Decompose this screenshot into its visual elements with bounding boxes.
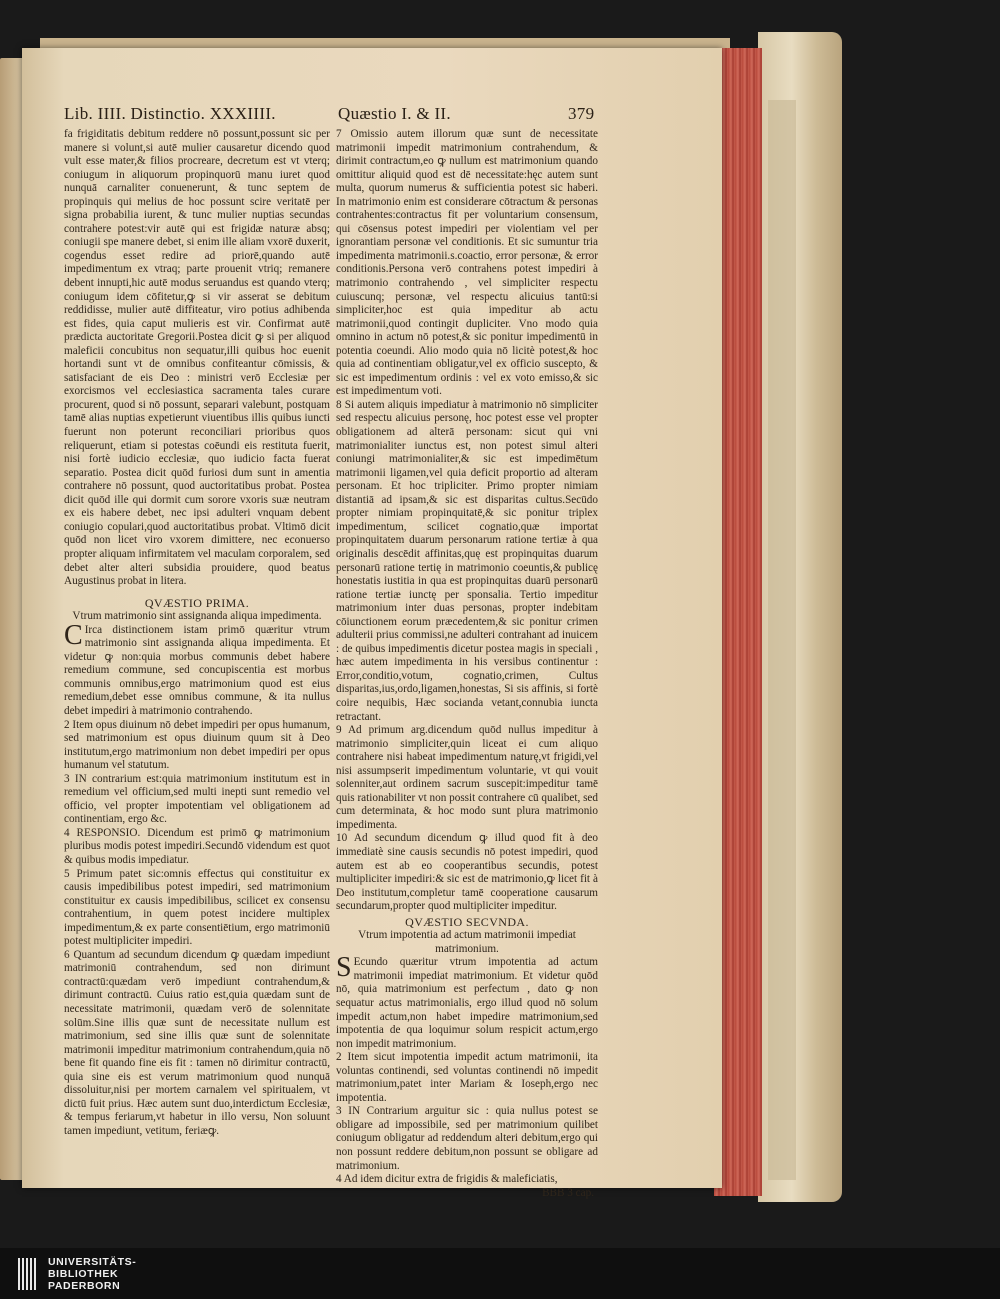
question-heading: QVÆSTIO PRIMA.: [144, 595, 250, 610]
paragraph: SEcundo quæritur vtrum impotentia ad actum matrimonii impediat matrimonium. Et videtur quōd nō, quia matrimonium est perfectum , dato ꝙ non sequatur actus matrimonialis, ergo illud quod nō solum impedit actum,non habet impedire matrimonium,sed impotentia de qua loquimur solum respicit actum,ergo non impedit matrimonium.: [336, 952, 598, 1050]
paragraph: 9 Ad primum arg.dicendum quōd nullus impeditur à matrimonio simpliciter,quin liceat ei cum aliquo contrahere nisi habeat impedimentum naturę,vt frigidi,vel nisi assumpserit impedimentum voluntarie, vt qui vouit solenniter,aut ordinem sacrum suscepit:impeditur tamē quis rationabiliter vt non possit contrahere cū qualibet, sed cum determinata, & hoc modo sunt plura matrimonio impedimenta.: [336, 724, 598, 831]
paragraph: fa frigiditatis debitum reddere nō possunt,possunt sic per manere si volunt,si autē mulier causaretur dicendo quod vult esse mater,& filios procreare, decretum est vt vterq; coniugum in aliquorum propinquorū manu iuret quod nunquā carnaliter conuenerunt, & tunc septem de propinquis qui melius de hoc possunt scire veritatē per signa probabilia iurent, & tunc mulier nuptias secundas contrahere potest:vir autē qui est frigidæ naturæ absq; coniugii spe manere debet, si enim ille aliam vxorē duxerit, cogendus esset redire ad priorē,quando autē impedimentum ex vtraq; parte prouenit vtriq; remanere debent innupti,hic autē modus seruandus est quando vterq; coniugum idem cōfitetur,ꝙ si vir asserat se debitum reddidisse, mulier autē diffiteatur, viro potius adhibenda est fides, quia caput mulieris est vir. Confirmat autē prædicta auctoritate Gregorii.Postea dicit ꝙ si per aliquod maleficii concubitus non sequatur,illi quibus hoc euenit hortandi sunt vt de omnibus confiteantur cōmissis, & satisfaciant de eis Deo : ministri verō Ecclesiæ per exorcismos vel ecclesiastica sacramenta tales curare procurent, quod si nō possunt, separari valebunt, postquam tamē alias nuptias expetierunt viuentibus illis quibus iuncti fuerunt non poterunt reconciliari prioribus quos reliquerunt, etiam si potestas coēundi eis restituta fuerit, nisi fortè iudicio ecclesiæ, quo iudicio facta fuerat separatio. Postea dicit quōd furiosi dum sunt in amentia contrahere nō possunt, quod auctoritatibus probat. Postea dicit quōd ille qui dormit cum sorore vxoris suæ neutram ex eis habere debet, nec ipsi adulteri vnquam debent coniugio copulari,quod auctoritatibus probat. Vltimō dicit quōd non licet viro vxorem dimittere, nec econuerso propter aliquam infirmitatem vel maculam corporalem, sed debet alter alteri subsidia prouidere, quod beatus Augustinus probat in litera.: [64, 128, 330, 588]
question-heading: QVÆSTIO SECVNDA.: [405, 914, 529, 929]
paragraph: 6 Quantum ad secundum dicendum ꝙ quædam impediunt matrimoniū contrahendum, sed non dirimunt contractū:quædam verō impediunt contrahendum,& dirimunt contractū. Cuius ratio est,quia quædam sunt de necessitate matrimonii, quædam verō de solennitate solūm.Sine illis quæ sunt de necessitate nullum est matrimonium, sed sine illis quæ sunt de solennitate matrimonii impeditur matrimonium contrahendum,quia nō bene fit quando fine eis fit : tamen nō dirimitur contractū, quia sine eis est verum matrimonium quod nunquā dissoluitur,nisi per mortem carnalem vel spiritualem, vt dictū fuit prius. Hæc autem sunt duo,interdictum Ecclesiæ, & tempus feriarum,vt habetur in illo versu, Non soluunt tamen impediunt, vetitum, feriæꝙ.: [64, 948, 330, 1137]
paragraph: 4 Ad idem dicitur extra de frigidis & maleficiatis,: [336, 1173, 558, 1186]
library-logo-text: [48, 1256, 136, 1292]
library-logo-icon: [18, 1258, 40, 1290]
logo-line: PADERBORN: [48, 1280, 121, 1292]
paragraph: 10 Ad secundum dicendum ꝙ illud quod fit à deo immediatè sine causis secundis nō potest impediri, quod autem est ab eo cooperantibus secundis, potest multipliciter impediri:& sic est de matrimonio,ꝙ licet fit à Deo institutum,completur tamē cooperatione causarum secundarum,propter quod multipliciter impeditur.: [336, 832, 598, 913]
logo-line: UNIVERSITÄTS-: [48, 1256, 137, 1268]
paragraph: 3 IN contrarium est:quia matrimonium institutum est in remedium vel officium,sed multi inepti sunt remedio vel officio, vel propter impotentiam vel obligationem ad continentiam, ergo &c.: [64, 772, 330, 826]
paragraph: 5 Primum patet sic:omnis effectus qui constituitur ex causis impedibilibus potest impediri, sed matrimonium constituitur ex causis impedibilibus, scilicet ex consensu contrahentium, in quem potest incidere multiplex impedimentum,& ex parte consentiētium, ergo matrimoniū potest multipliciter impediri.: [64, 867, 330, 948]
left-text-column: [64, 128, 330, 1138]
logo-line: BIBLIOTHEK: [48, 1268, 119, 1280]
vellum-fold: [768, 100, 796, 1180]
paragraph: CIrca distinctionem istam primō quæritur vtrum matrimonio sint assignanda aliqua impedimenta. Et videtur ꝙ non:quia morbus communis debet habere remedium commune, sed concupiscentia est morbus communis omnibus,ergo matrimonium quod est eius remedium,debet esse omnibus commune, & ita nullus debet impediri à matrimonio contrahendo.: [64, 619, 330, 717]
left-page-edge: [0, 58, 24, 1180]
signature-mark: BBB 3 cap.: [542, 1186, 594, 1199]
right-text-column: [336, 128, 598, 1200]
paragraph: 3 IN Contrarium arguitur sic : quia nullus potest se obligare ad impossibile, sed per matrimonium quilibet coniugum obligatur ad reddendum alteri debitum,ergo qui non possunt reddere debitum,non possunt se obligare ad matrimonium.: [336, 1105, 598, 1172]
page-number: 379: [568, 104, 595, 123]
paragraph: 7 Omissio autem illorum quæ sunt de necessitate matrimonii impedit matrimonium contrahendum, & dirimit contractum,eo ꝙ nullum est matrimonium quando omittitur aliquid quod est dē necessitate:hęc autem sunt multa, quorum numerus & sufficientia potest sic haberi. In matrimonio enim est considerare cōtractum & personas contrahentes:contractus fit per voluntarium consensum, qui cōsensus potest impediri per violentiam vel per ignorantiam personæ vel conditionis. Et sic sumuntur tria impedimenta matrimonii.s.coactio, error personæ, & error conditionis.Persona verō contrahens potest impediri à matrimonio contrahendo , vel simpliciter respectu cuiuscunq; personæ, vel respectu alicuius tantū:si simpliciter,hoc est quia impeditur ab actu matrimonii,quod contingit dupliciter. Vno modo quia omnino in actum nō potest,& sic ponitur impedimentū in potentia coeundi. Alio modo quia nō licitè potest,& hoc quia ad continentiam obligatur,vel ex officio suscepto, & sic est impedimentum ordinis : vel ex voto emisso,& sic est impedimentum voti.: [336, 128, 598, 398]
paragraph: 8 Si autem aliquis impediatur à matrimonio nō simpliciter sed respectu alicuius personę, hoc potest esse vel propter obligationem ad alterā personam: sicut qui vni matrimonialiter iunctus est, non potest simul alteri coniungi matrimonialiter,& sic est impedimētum matrimonii ligamen,vel quia deficit proportio ad alteram personam. Et hoc tripliciter. Primo propter nimiam distantiā ad ipsam,& sic est disparitas cultus.Secūdo propter nimiam propinquitatē,& sic ponitur triplex impedimentum, scilicet cognatio,quæ importat propinquitatem duarum personarum ratione tertiæ à qua originalis descēdit affinitas,quę est propinquitas duarum personarū ratione tertię in matrimonio coeuntis,& publicę honestatis iustitia in qua est propinquitas duarū personarū ratione tertiæ iunctę per sponsalia. Tertio impeditur matrimonium inter duas personas, propter indebitam cōiunctionem eorum præcedentem,& sic ponitur crimen adulterii prius commissi,ne adulteri contrahant ad inuicem : de quibus impedimentis dicetur postea magis in speciali , hæc autem impedimenta in his versibus continentur : Error,conditio,votum, cognatio,crimen, Cultus disparitas,ius,ordo,ligamen,honestas, Si sis affinis, si fortè coire nequibis, Hæc socianda vetant,connubia iuncta retractant.: [336, 398, 598, 723]
question-subtitle: Vtrum matrimonio sint assignanda aliqua impedimenta.: [72, 610, 322, 623]
running-head-right: Quæstio I. & II.: [338, 104, 451, 123]
library-logo-bar: [0, 1248, 1000, 1299]
paragraph: 2 Item opus diuinum nō debet impediri per opus humanum, sed matrimonium est opus diuinum quum sit à Deo institutum,ergo matrimonium non debet impediri per opus humanum vel statutum.: [64, 718, 330, 772]
paragraph: 4 RESPONSIO. Dicendum est primō ꝙ matrimonium pluribus modis potest impediri.Secundō videndum est quot & quibus modis impediatur.: [64, 826, 330, 866]
question-subtitle: Vtrum impotentia ad actum matrimonii impediat matrimonium.: [358, 929, 576, 955]
paragraph: 2 Item sicut impotentia impedit actum matrimonii, ita voluntas continendi, sed voluntas continendi nō impedit matrimonium,patet inter Mariam & Ioseph,ergo nec impotentia.: [336, 1051, 598, 1104]
running-head-left: Lib. IIII. Distinctio. XXXIIII.: [64, 104, 276, 123]
